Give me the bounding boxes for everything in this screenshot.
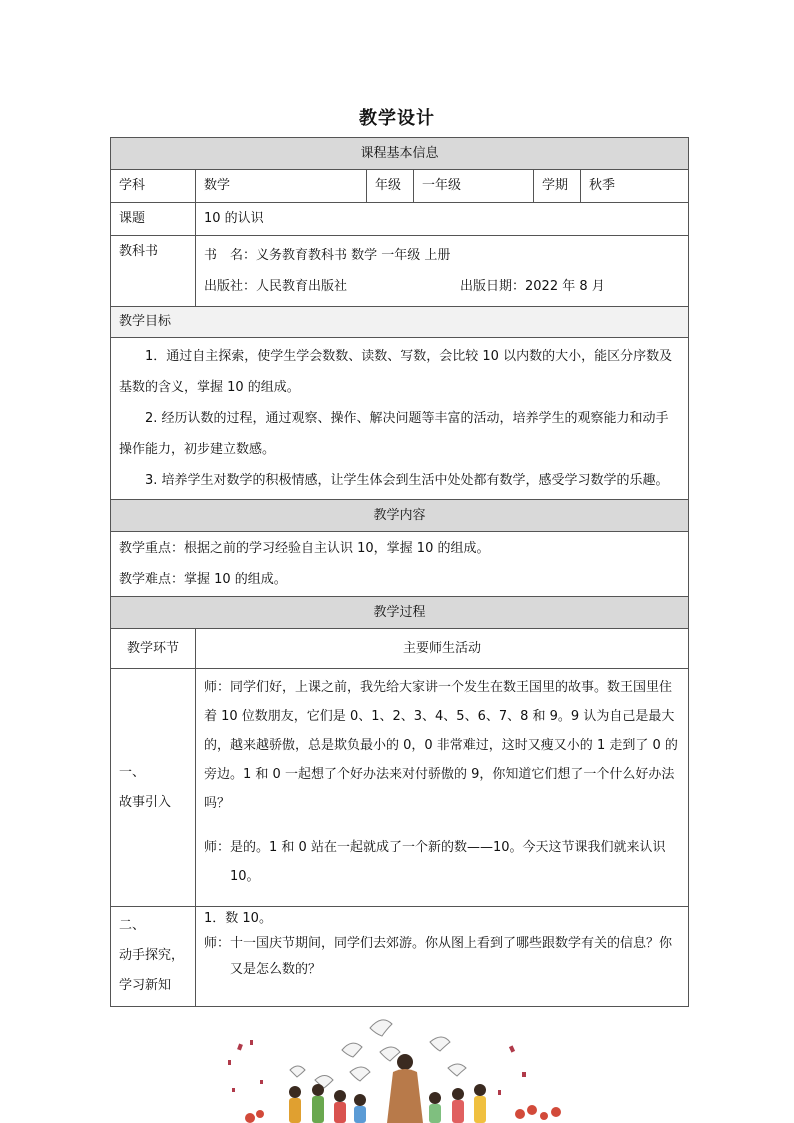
stage-row [111, 669, 689, 907]
illustration-teacher-children-doves [210, 1010, 590, 1123]
topic-value: 10 的认识 [196, 203, 689, 236]
textbook-row [111, 236, 689, 307]
grade-label: 年级 [367, 170, 414, 203]
activity-paragraph: 1．数 10。 [204, 911, 272, 926]
textbook-info [196, 236, 689, 307]
activity-paragraph: 师：是的。1 和 0 站在一起就成了一个新的数——10。今天这节课我们就来认识 10。 [204, 840, 666, 884]
textbook-pub-date: 出版日期：2022 年 8 月 [460, 279, 605, 294]
stage-title: 故事引入 [119, 794, 172, 810]
stage-name [111, 907, 196, 1007]
teacher-figure [387, 1054, 423, 1123]
content-row [111, 532, 689, 597]
content-header-row [111, 500, 689, 532]
topic-label: 课题 [111, 203, 196, 236]
children-figures [289, 1084, 486, 1123]
difficulty-point: 教学难点：掌握 10 的组成。 [119, 572, 287, 587]
key-point: 教学重点：根据之前的学习经验自主认识 10，掌握 10 的组成。 [119, 541, 490, 556]
basic-info-header-row [111, 138, 689, 170]
grade-value: 一年级 [414, 170, 534, 203]
textbook-book: 书 名：义务教育教科书 数学 一年级 上册 [204, 248, 451, 263]
stage-name [111, 669, 196, 907]
goal-item: 3. 培养学生对数学的积极情感，让学生体会到生活中处处都有数学，感受学习数学的乐趣。 [145, 473, 669, 488]
stage-activity [196, 669, 689, 907]
goal-item: 2. 经历认数的过程，通过观察、操作、解决问题等丰富的活动，培养学生的观察能力和动手操作能力，初步建立数感。 [119, 411, 669, 457]
goals-row [111, 338, 689, 500]
dove-icon [290, 1020, 466, 1088]
process-columns-row [111, 629, 689, 669]
stage-number: 一、 [119, 764, 146, 780]
stage-activity [196, 907, 689, 1007]
term-label: 学期 [534, 170, 581, 203]
goal-item: 1．通过自主探索，使学生学会数数、读数、写数，会比较 10 以内数的大小，能区分序数及基数的含义，掌握 10 的组成。 [119, 349, 673, 395]
goals-header-row [111, 307, 689, 338]
document-title: 教学设计 [359, 108, 435, 129]
process-header: 教学过程 [111, 597, 689, 629]
stage-number: 二、 [119, 918, 146, 933]
content-header: 教学内容 [111, 500, 689, 532]
activity-paragraph: 师：十一国庆节期间，同学们去郊游。你从图上看到了哪些跟数学有关的信息？你又是怎么数的？ [204, 936, 673, 977]
term-value: 秋季 [581, 170, 689, 203]
basic-info-header: 课程基本信息 [111, 138, 689, 170]
subject-label: 学科 [111, 170, 196, 203]
subject-value: 数学 [196, 170, 367, 203]
textbook-label: 教科书 [111, 236, 196, 307]
goals-body [111, 338, 689, 500]
lesson-plan-table [110, 137, 689, 1007]
stage-row [111, 907, 689, 1007]
process-header-row [111, 597, 689, 629]
textbook-publisher: 出版社：人民教育出版社 [204, 279, 348, 294]
activity-column-header: 主要师生活动 [196, 629, 689, 669]
stage-title: 动手探究， [119, 948, 185, 963]
stage-title: 学习新知 [119, 978, 172, 993]
stage-column-header: 教学环节 [111, 629, 196, 669]
content-body [111, 532, 689, 597]
subject-row [111, 170, 689, 203]
activity-paragraph: 师：同学们好，上课之前，我先给大家讲一个发生在数王国里的故事。数王国里住着 10 位数朋友，它们是 0、1、2、3、4、5、6、7、8 和 9。9 认为自己是最大的，越来越骄傲，总是欺负最小的 0，0 非常难过，这时又瘦又小的 1 走到了 0 的旁边。1 和 0 一起想了个好办法来对付骄傲的 9，你知道它们想了一个什么好办法吗？ [204, 680, 678, 811]
topic-row [111, 203, 689, 236]
goals-header: 教学目标 [111, 307, 689, 338]
textbook-publisher-line [204, 271, 680, 302]
